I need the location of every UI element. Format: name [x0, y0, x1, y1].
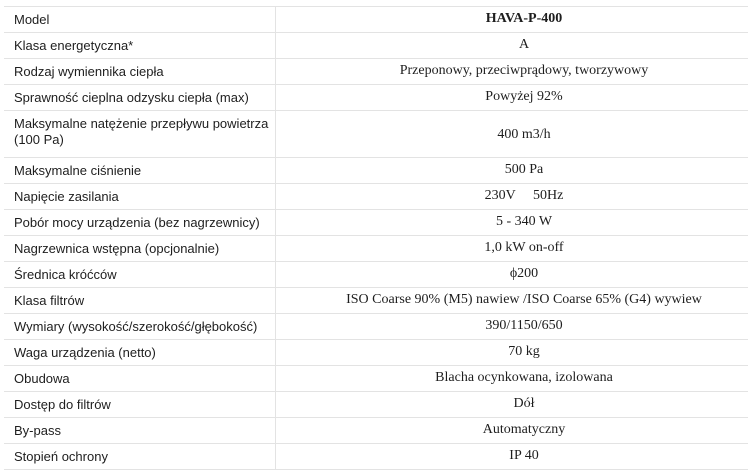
table-row — [4, 111, 748, 158]
spec-label: Pobór mocy urządzenia (bez nagrzewnicy) — [4, 210, 276, 236]
spec-label: Stopień ochrony — [4, 444, 276, 470]
spec-label: Napięcie zasilania — [4, 184, 276, 210]
spec-value: 70 kg — [276, 340, 749, 366]
spec-value: 1,0 kW on-off — [276, 236, 749, 262]
spec-value: ϕ200 — [276, 262, 749, 288]
table-row — [4, 340, 748, 366]
table-row — [4, 210, 748, 236]
spec-value: 5 - 340 W — [276, 210, 749, 236]
table-row — [4, 262, 748, 288]
spec-value: ISO Coarse 90% (M5) nawiew /ISO Coarse 65% (G4) wywiew — [276, 288, 749, 314]
spec-label: Waga urządzenia (netto) — [4, 340, 276, 366]
spec-value: HAVA-P-400 — [276, 7, 749, 33]
spec-value: 390/1150/650 — [276, 314, 749, 340]
table-row — [4, 444, 748, 470]
spec-value: Blacha ocynkowana, izolowana — [276, 366, 749, 392]
table-row — [4, 33, 748, 59]
spec-value: IP 40 — [276, 444, 749, 470]
table-row — [4, 418, 748, 444]
spec-label: By-pass — [4, 418, 276, 444]
table-row — [4, 85, 748, 111]
spec-value: 230V 50Hz — [276, 184, 749, 210]
table-row — [4, 158, 748, 184]
spec-value: Powyżej 92% — [276, 85, 749, 111]
spec-value: 400 m3/h — [276, 111, 749, 158]
table-row — [4, 59, 748, 85]
spec-label: Obudowa — [4, 366, 276, 392]
spec-value: Automatyczny — [276, 418, 749, 444]
table-row — [4, 288, 748, 314]
spec-label: Klasa filtrów — [4, 288, 276, 314]
spec-label: Średnica króćców — [4, 262, 276, 288]
table-row — [4, 392, 748, 418]
table-row — [4, 314, 748, 340]
spec-label: Rodzaj wymiennika ciepła — [4, 59, 276, 85]
spec-label: Sprawność cieplna odzysku ciepła (max) — [4, 85, 276, 111]
table-row — [4, 366, 748, 392]
spec-label: Maksymalne ciśnienie — [4, 158, 276, 184]
table-row — [4, 236, 748, 262]
spec-value: A — [276, 33, 749, 59]
spec-label: Nagrzewnica wstępna (opcjonalnie) — [4, 236, 276, 262]
spec-label: Klasa energetyczna* — [4, 33, 276, 59]
spec-label: Wymiary (wysokość/szerokość/głębokość) — [4, 314, 276, 340]
spec-label: Maksymalne natężenie przepływu powietrza (100 Pa) — [4, 111, 276, 158]
spec-label: Dostęp do filtrów — [4, 392, 276, 418]
spec-label: Model — [4, 7, 276, 33]
spec-value: Dół — [276, 392, 749, 418]
spec-value: 500 Pa — [276, 158, 749, 184]
table-row — [4, 7, 748, 33]
table-row — [4, 184, 748, 210]
specification-table — [4, 6, 748, 470]
spec-value: Przeponowy, przeciwprądowy, tworzywowy — [276, 59, 749, 85]
